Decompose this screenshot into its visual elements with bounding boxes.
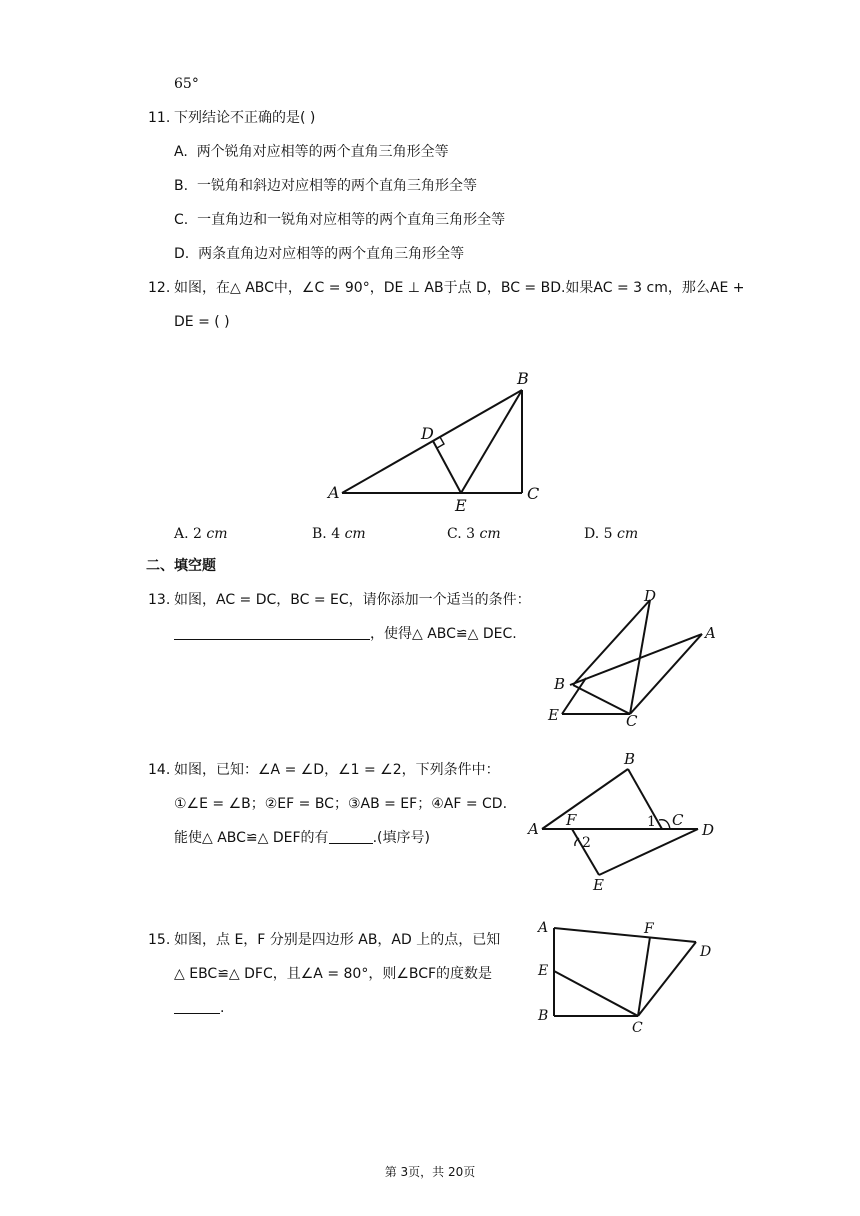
q11-option-c	[174, 210, 505, 230]
q12-label-b: B	[517, 369, 529, 388]
q15-stem-line3	[174, 998, 224, 1018]
option-unit: cm	[206, 526, 228, 542]
q11-option-b	[174, 176, 477, 196]
q14-label-e: E	[593, 876, 604, 894]
q13-label-d: D	[644, 587, 657, 605]
q15-stem-line2: △ EBC≌△ DFC，且∠A = 80°，则∠BCF的度数是	[174, 966, 493, 982]
q12-label-c: C	[527, 484, 540, 503]
q15-label-a: A	[538, 920, 549, 936]
q11-number: 11.	[148, 110, 171, 126]
q15-stem-suffix: .	[220, 1000, 225, 1016]
q12-stem-line2: DE = ( )	[174, 314, 230, 330]
q14-label-a: A	[528, 820, 539, 838]
q13-answer-blank[interactable]	[174, 625, 370, 640]
option-letter: C.	[447, 526, 462, 542]
q13-label-e: E	[548, 706, 559, 724]
q11-stem: 下列结论不正确的是( )	[174, 110, 316, 126]
q15-answer-blank[interactable]	[174, 999, 220, 1014]
option-value: 3	[466, 526, 476, 542]
q12-stem-line1: 如图，在△ ABC中，∠C = 90°，DE ⊥ AB于点 D，BC = BD.如果AC = 3 cm，那么AE +	[174, 280, 745, 296]
q14-stem-line3	[174, 828, 430, 848]
q14-figure	[522, 750, 722, 895]
q13-stem-line2	[174, 624, 517, 644]
q12-option-d	[584, 524, 638, 544]
q11-option-a	[174, 142, 449, 162]
q14-label-c: C	[672, 811, 684, 829]
q12-label-a: A	[328, 483, 340, 502]
option-letter: C.	[174, 212, 189, 228]
q11-option-d	[174, 244, 464, 264]
q15-label-c: C	[632, 1020, 643, 1036]
previous-answer: 65°	[174, 76, 199, 92]
q13-stem-line1: 如图，AC = DC，BC = EC，请你添加一个适当的条件：	[174, 592, 531, 608]
q12-option-c	[447, 524, 501, 544]
q12-option-b	[312, 524, 366, 544]
q14-number: 14.	[148, 762, 171, 778]
q15-label-e: E	[538, 963, 549, 979]
option-value: 5	[603, 526, 613, 542]
q14-label-f: F	[566, 811, 577, 829]
q13-label-b: B	[554, 675, 566, 693]
option-letter: A.	[174, 144, 188, 160]
option-unit: cm	[479, 526, 501, 542]
option-text: 一锐角和斜边对应相等的两个直角三角形全等	[196, 178, 477, 194]
q15-number: 15.	[148, 932, 171, 948]
q13-label-a: A	[705, 624, 716, 642]
option-value: 2	[193, 526, 202, 542]
option-letter: D.	[584, 526, 600, 542]
q14-label-d: D	[702, 821, 715, 839]
q12-triangle-figure	[320, 368, 550, 518]
option-text: 一直角边和一锐角对应相等的两个直角三角形全等	[197, 212, 506, 228]
option-letter: B.	[312, 526, 327, 542]
q13-label-c: C	[626, 712, 638, 730]
q14-stem-suffix: .(填序号)	[372, 830, 430, 846]
q12-label-e: E	[455, 496, 467, 515]
q15-figure	[530, 914, 720, 1039]
q13-number: 13.	[148, 592, 171, 608]
q15-label-d: D	[700, 944, 712, 960]
q13-stem-suffix: ，使得△ ABC≌△ DEC.	[370, 626, 517, 642]
option-letter: D.	[174, 246, 190, 262]
option-text: 两条直角边对应相等的两个直角三角形全等	[198, 246, 465, 262]
q12-number: 12.	[148, 280, 171, 296]
section-title: 二、填空题	[146, 558, 216, 574]
option-unit: cm	[617, 526, 639, 542]
q14-stem-line2: ①∠E = ∠B；②EF = BC；③AB = EF；④AF = CD.	[174, 796, 508, 812]
option-value: 4	[331, 526, 341, 542]
option-letter: B.	[174, 178, 189, 194]
q15-label-b: B	[538, 1008, 549, 1024]
option-text: 两个锐角对应相等的两个直角三角形全等	[196, 144, 449, 160]
q14-answer-blank[interactable]	[329, 829, 373, 844]
page-footer: 第 3页，共 20页	[384, 1165, 476, 1179]
option-letter: A.	[174, 526, 189, 542]
q15-stem-line1: 如图，点 E，F 分别是四边形 AB，AD 上的点，已知	[174, 932, 501, 948]
q15-label-f: F	[644, 921, 654, 937]
q14-label-b: B	[624, 750, 636, 768]
option-unit: cm	[344, 526, 366, 542]
q13-figure	[540, 588, 730, 728]
q14-angle-1-label: 1	[647, 814, 656, 830]
q12-label-d: D	[421, 424, 434, 443]
q14-angle-2-label: 2	[582, 835, 591, 851]
q12-option-a	[174, 524, 228, 544]
q14-stem-prefix: 能使△ ABC≌△ DEF的有	[174, 830, 329, 846]
q14-stem-line1: 如图，已知：∠A = ∠D，∠1 = ∠2，下列条件中：	[174, 762, 500, 778]
